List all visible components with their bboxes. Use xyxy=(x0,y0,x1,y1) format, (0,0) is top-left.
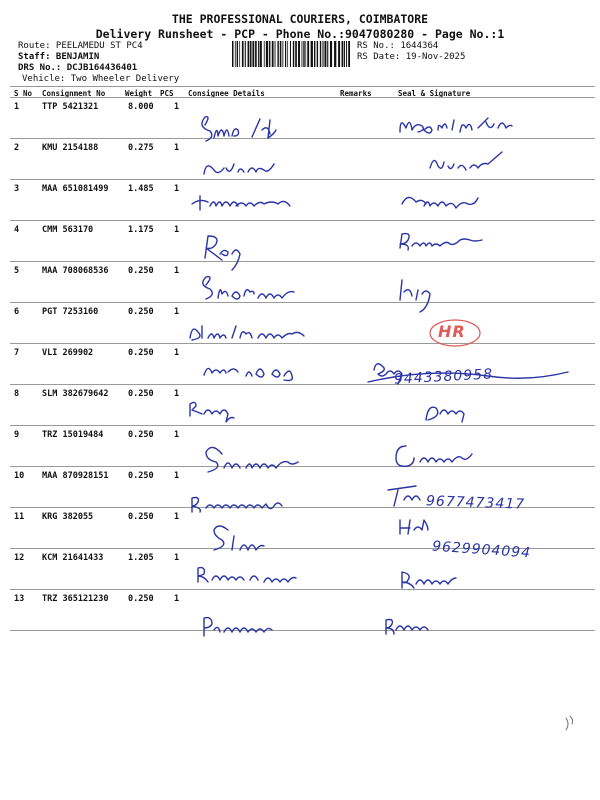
col-seal-signature: Seal & Signature xyxy=(398,89,471,98)
company-title: THE PROFESSIONAL COURIERS, COIMBATORE xyxy=(171,12,429,26)
row-pcs: 1 xyxy=(174,553,180,563)
row-weight: 0.250 xyxy=(128,594,154,604)
col-sno: S No xyxy=(14,89,33,98)
row-pcs: 1 xyxy=(174,225,180,235)
col-consignee: Consignee Details xyxy=(188,89,265,98)
row-weight: 0.250 xyxy=(128,430,154,440)
staff-label: Staff: BENJAMIN xyxy=(18,52,100,62)
handwritten-phone-row10: 9677473417 xyxy=(425,493,526,513)
row-sno: 11 xyxy=(14,512,25,522)
row-sno: 10 xyxy=(14,471,25,481)
stamp-hr-text: HR xyxy=(438,322,466,341)
row-sno: 6 xyxy=(14,307,20,317)
row-weight: 0.250 xyxy=(128,512,154,522)
row-pcs: 1 xyxy=(174,471,180,481)
row-pcs: 1 xyxy=(174,430,180,440)
rs-date: RS Date: 19-Nov-2025 xyxy=(357,52,466,62)
row-sno: 7 xyxy=(14,348,20,358)
drs-label: DRS No.: DCJB164436401 xyxy=(18,63,138,73)
row-sno: 9 xyxy=(14,430,20,440)
row-consignment-no: MAA 651081499 xyxy=(42,184,109,194)
row-sno: 2 xyxy=(14,143,20,153)
row-sno: 3 xyxy=(14,184,20,194)
row-pcs: 1 xyxy=(174,184,180,194)
col-consignment: Consignment No xyxy=(42,89,106,98)
row-weight: 0.250 xyxy=(128,307,154,317)
rs-number: RS No.: 1644364 xyxy=(357,41,439,51)
row-weight: 8.000 xyxy=(128,102,154,112)
row-weight: 0.275 xyxy=(128,143,154,153)
route-label: Route: PEELAMEDU ST PC4 xyxy=(18,41,143,51)
row-consignment-no: TRZ 365121230 xyxy=(42,594,109,604)
row-sno: 8 xyxy=(14,389,20,399)
row-consignment-no: SLM 382679642 xyxy=(42,389,109,399)
row-weight: 0.250 xyxy=(128,266,154,276)
row-consignment-no: TRZ 15019484 xyxy=(42,430,104,440)
row-pcs: 1 xyxy=(174,594,180,604)
row-weight: 0.250 xyxy=(128,471,154,481)
col-weight: Weight xyxy=(125,89,153,98)
row-sno: 5 xyxy=(14,266,20,276)
row-pcs: 1 xyxy=(174,143,180,153)
row-sno: 1 xyxy=(14,102,20,112)
row-pcs: 1 xyxy=(174,266,180,276)
row-weight: 1.205 xyxy=(128,553,154,563)
row-weight: 1.175 xyxy=(128,225,154,235)
row-pcs: 1 xyxy=(174,512,180,522)
row-sno: 13 xyxy=(14,594,25,604)
row-sno: 12 xyxy=(14,553,25,563)
col-pcs: PCS xyxy=(160,89,174,98)
row-weight: 0.250 xyxy=(128,348,154,358)
row-pcs: 1 xyxy=(174,348,180,358)
col-remarks: Remarks xyxy=(340,89,372,98)
row-weight: 0.250 xyxy=(128,389,154,399)
row-consignment-no: MAA 870928151 xyxy=(42,471,109,481)
runsheet-subtitle: Delivery Runsheet - PCP - Phone No.:9047080280 - Page No.:1 xyxy=(95,27,505,41)
row-pcs: 1 xyxy=(174,307,180,317)
row-consignment-no: KMU 2154188 xyxy=(42,143,99,153)
row-consignment-no: KRG 382055 xyxy=(42,512,94,522)
row-consignment-no: PGT 7253160 xyxy=(42,307,99,317)
row-sno: 4 xyxy=(14,225,20,235)
row-consignment-no: KCM 21641433 xyxy=(42,553,104,563)
handwritten-phone-row11: 9629904094 xyxy=(431,538,532,562)
row-consignment-no: TTP 5421321 xyxy=(42,102,99,112)
row-consignment-no: CMM 563170 xyxy=(42,225,94,235)
row-pcs: 1 xyxy=(174,389,180,399)
handwritten-phone-row7: 9443380958 xyxy=(393,366,494,388)
row-consignment-no: VLI 269902 xyxy=(42,348,94,358)
row-consignment-no: MAA 708068536 xyxy=(42,266,109,276)
row-pcs: 1 xyxy=(174,102,180,112)
vehicle-label: Vehicle: Two Wheeler Delivery xyxy=(22,74,180,84)
row-weight: 1.485 xyxy=(128,184,154,194)
